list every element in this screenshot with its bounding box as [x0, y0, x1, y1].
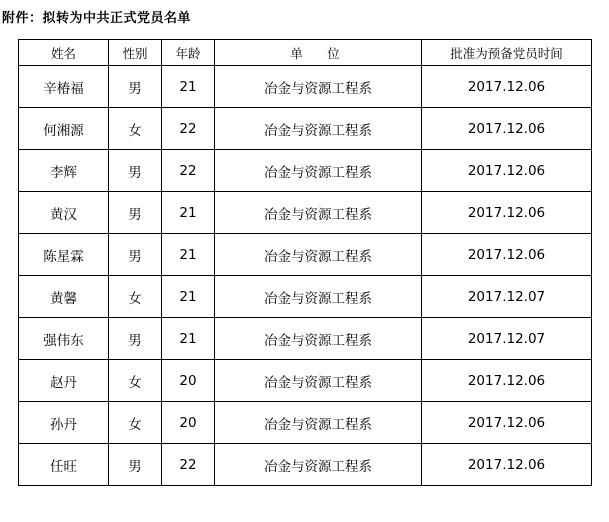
cell-unit: 冶金与资源工程系 [215, 150, 422, 192]
cell-age: 22 [162, 150, 215, 192]
cell-name: 孙丹 [19, 402, 109, 444]
cell-date: 2017.12.06 [422, 444, 592, 486]
column-header-gender: 性别 [109, 40, 162, 66]
table-container [0, 29, 609, 486]
column-header-age: 年龄 [162, 40, 215, 66]
column-header-unit: 单 位 [215, 40, 422, 66]
cell-name: 辛椿福 [19, 66, 109, 108]
cell-gender: 男 [109, 150, 162, 192]
cell-gender: 女 [109, 360, 162, 402]
cell-gender: 女 [109, 402, 162, 444]
cell-age: 21 [162, 276, 215, 318]
cell-unit: 冶金与资源工程系 [215, 402, 422, 444]
cell-gender: 男 [109, 192, 162, 234]
cell-date: 2017.12.06 [422, 402, 592, 444]
cell-date: 2017.12.06 [422, 66, 592, 108]
cell-unit: 冶金与资源工程系 [215, 66, 422, 108]
cell-date: 2017.12.06 [422, 234, 592, 276]
cell-age: 20 [162, 402, 215, 444]
cell-unit: 冶金与资源工程系 [215, 318, 422, 360]
cell-unit: 冶金与资源工程系 [215, 192, 422, 234]
table-row [19, 360, 592, 402]
cell-name: 陈星霖 [19, 234, 109, 276]
cell-date: 2017.12.07 [422, 276, 592, 318]
cell-gender: 男 [109, 444, 162, 486]
cell-name: 黄馨 [19, 276, 109, 318]
cell-age: 21 [162, 192, 215, 234]
cell-unit: 冶金与资源工程系 [215, 444, 422, 486]
table-row [19, 234, 592, 276]
cell-name: 李辉 [19, 150, 109, 192]
cell-age: 21 [162, 66, 215, 108]
cell-date: 2017.12.06 [422, 108, 592, 150]
table-row [19, 402, 592, 444]
cell-gender: 男 [109, 66, 162, 108]
cell-age: 20 [162, 360, 215, 402]
table-row [19, 66, 592, 108]
party-member-table [18, 39, 592, 486]
cell-gender: 男 [109, 234, 162, 276]
cell-date: 2017.12.06 [422, 360, 592, 402]
table-row [19, 108, 592, 150]
cell-gender: 女 [109, 108, 162, 150]
column-header-name: 姓名 [19, 40, 109, 66]
cell-gender: 男 [109, 318, 162, 360]
cell-date: 2017.12.07 [422, 318, 592, 360]
table-body [19, 66, 592, 486]
cell-name: 何湘源 [19, 108, 109, 150]
table-header-row [19, 40, 592, 66]
cell-name: 任旺 [19, 444, 109, 486]
table-row [19, 150, 592, 192]
cell-age: 22 [162, 108, 215, 150]
cell-age: 21 [162, 318, 215, 360]
cell-age: 22 [162, 444, 215, 486]
cell-unit: 冶金与资源工程系 [215, 276, 422, 318]
cell-gender: 女 [109, 276, 162, 318]
cell-date: 2017.12.06 [422, 150, 592, 192]
cell-name: 强伟东 [19, 318, 109, 360]
cell-name: 黄汉 [19, 192, 109, 234]
table-row [19, 276, 592, 318]
column-header-date: 批准为预备党员时间 [422, 40, 592, 66]
table-row [19, 318, 592, 360]
cell-unit: 冶金与资源工程系 [215, 360, 422, 402]
table-row [19, 444, 592, 486]
cell-age: 21 [162, 234, 215, 276]
table-header [19, 40, 592, 66]
cell-date: 2017.12.06 [422, 192, 592, 234]
cell-unit: 冶金与资源工程系 [215, 234, 422, 276]
page-title: 附件：拟转为中共正式党员名单 [2, 11, 192, 26]
cell-unit: 冶金与资源工程系 [215, 108, 422, 150]
cell-name: 赵丹 [19, 360, 109, 402]
table-row [19, 192, 592, 234]
